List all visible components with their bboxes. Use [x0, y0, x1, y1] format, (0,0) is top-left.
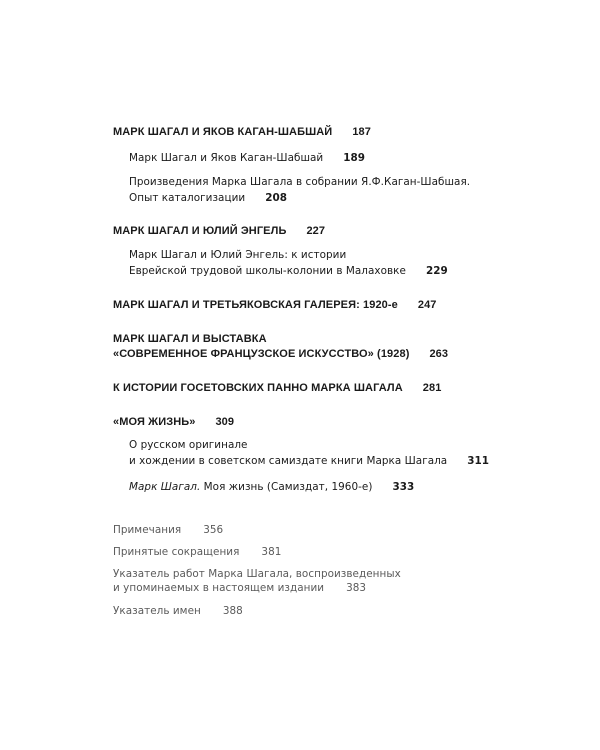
toc-page-number: 383 [346, 582, 367, 594]
toc-page-number: 247 [417, 299, 437, 311]
toc-section-kagan-shabshai[interactable] [113, 126, 371, 138]
toc-section-title: МАРК ШАГАЛ И ЮЛИЙ ЭНГЕЛЬ [113, 225, 287, 237]
toc-page-number: 263 [429, 348, 449, 360]
toc-page-number: 189 [343, 152, 366, 164]
toc-page-number: 187 [352, 126, 371, 138]
toc-back-title: Принятые сокращения [113, 546, 240, 558]
toc-entry-malakhovka[interactable] [129, 249, 448, 277]
toc-page-number: 309 [215, 416, 235, 428]
toc-section-title: «МОЯ ЖИЗНЬ» [113, 416, 196, 428]
toc-page-number: 227 [306, 225, 326, 237]
toc-entry-line: Еврейской трудовой школы-колонии в Малаховке [129, 265, 406, 277]
toc-entry-line: Опыт каталогизации [129, 192, 246, 204]
toc-section-goset-panels[interactable] [113, 382, 441, 394]
toc-entry-line: и хождении в советском самиздате книги Марка Шагала [129, 455, 448, 467]
toc-page-number: 388 [222, 605, 243, 617]
toc-section-title-line: «СОВРЕМЕННОЕ ФРАНЦУЗСКОЕ ИСКУССТВО» (1928) [113, 348, 410, 360]
toc-section-title: МАРК ШАГАЛ И ТРЕТЬЯКОВСКАЯ ГАЛЕРЕЯ: 1920-е [113, 299, 398, 311]
toc-back-abbreviations[interactable] [113, 546, 281, 558]
toc-back-title: Указатель имен [113, 605, 201, 617]
toc-entry-author-italic: Марк Шагал. [129, 481, 201, 493]
toc-back-names-index[interactable] [113, 605, 243, 617]
toc-entry-line: Произведения Марка Шагала в собрании Я.Ф.Каган-Шабшая. [129, 176, 471, 188]
toc-page-number: 281 [422, 382, 442, 394]
toc-back-works-index[interactable] [113, 568, 401, 594]
toc-section-title-line: МАРК ШАГАЛ И ВЫСТАВКА [113, 333, 267, 345]
toc-section-exhibition[interactable] [113, 333, 448, 360]
toc-page-number: 356 [203, 524, 224, 536]
toc-back-notes[interactable] [113, 524, 223, 536]
toc-page-number: 311 [467, 455, 490, 467]
toc-back-title: Примечания [113, 524, 182, 536]
toc-section-my-life[interactable] [113, 416, 234, 428]
toc-entry-samizdat[interactable] [129, 481, 414, 493]
toc-entry-kagan-shabshai[interactable] [129, 152, 365, 164]
toc-entry-title: Моя жизнь (Самиздат, 1960-е) [203, 481, 373, 493]
toc-page-number: 333 [392, 481, 415, 493]
toc-entry-line: Марк Шагал и Юлий Энгель: к истории [129, 249, 347, 261]
toc-entry-russian-original[interactable] [129, 439, 489, 467]
toc-section-engel[interactable] [113, 225, 325, 237]
toc-section-title: К ИСТОРИИ ГОСЕТОВСКИХ ПАННО МАРКА ШАГАЛА [113, 382, 403, 394]
toc-page-number: 381 [261, 546, 282, 558]
toc-entry-title: Марк Шагал и Яков Каган-Шабшай [129, 152, 324, 164]
toc-section-title: МАРК ШАГАЛ И ЯКОВ КАГАН-ШАБШАЙ [113, 126, 333, 138]
toc-back-line: и упоминаемых в настоящем издании [113, 582, 325, 594]
toc-entry-catalog[interactable] [129, 176, 470, 204]
toc-entry-line: О русском оригинале [129, 439, 248, 451]
toc-page-number: 229 [425, 265, 448, 277]
toc-section-tretyakov[interactable] [113, 299, 437, 311]
toc-page-number: 208 [265, 192, 288, 204]
toc-back-line: Указатель работ Марка Шагала, воспроизведенных [113, 568, 401, 580]
